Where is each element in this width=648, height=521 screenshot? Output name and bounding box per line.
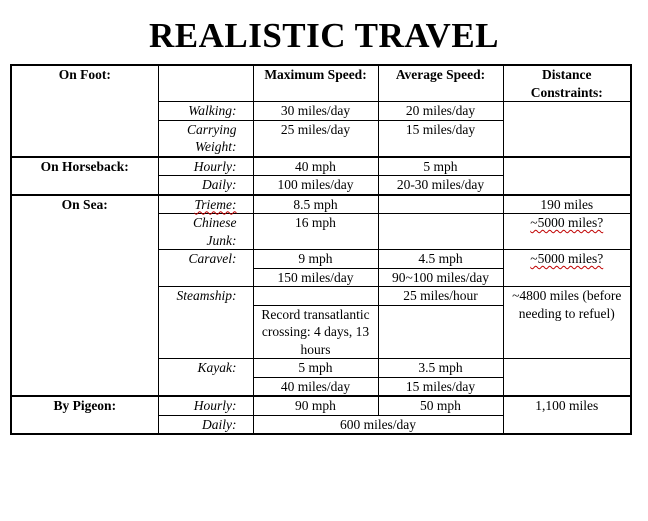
cell-steamship-record: Record transatlantic crossing: 4 days, 13 hours [253, 305, 378, 359]
cell-blank [11, 102, 158, 121]
cell-blank [503, 377, 631, 396]
cell-blank [253, 287, 378, 306]
cell-carrying-max: 25 miles/day [253, 120, 378, 157]
header-distance: Distance Constraints: [503, 65, 631, 102]
cell-blank [503, 120, 631, 157]
cell-pigeon-hourly-max: 90 mph [253, 396, 378, 415]
cell-trieme-max: 8.5 mph [253, 195, 378, 214]
row-label-trieme: Trieme: [158, 195, 253, 214]
header-blank [158, 65, 253, 102]
cell-blank [503, 415, 631, 434]
cell-pigeon-daily: 600 miles/day [253, 415, 503, 434]
row-label-walking: Walking: [158, 102, 253, 121]
row-label-carrying: Carrying Weight: [158, 120, 253, 157]
cell-walking-max: 30 miles/day [253, 102, 378, 121]
cell-kayak-avg-daily: 15 miles/day [378, 377, 503, 396]
header-max-speed: Maximum Speed: [253, 65, 378, 102]
category-on-foot: On Foot: [11, 65, 158, 102]
cell-junk-distance: ~5000 miles? [503, 214, 631, 250]
category-on-sea: On Sea: [11, 195, 158, 214]
cell-blank [11, 120, 158, 157]
cell-caravel-max-daily: 150 miles/day [253, 268, 378, 287]
cell-steamship-distance: ~4800 miles (before needing to refuel) [503, 287, 631, 359]
cell-horse-hourly-max: 40 mph [253, 157, 378, 176]
cell-blank [11, 268, 158, 287]
cell-junk-max: 16 mph [253, 214, 378, 250]
row-label-junk: Chinese Junk: [158, 214, 253, 250]
row-label-daily: Daily: [158, 176, 253, 195]
cell-pigeon-hourly-avg: 50 mph [378, 396, 503, 415]
cell-pigeon-distance: 1,100 miles [503, 396, 631, 415]
cell-blank [11, 377, 158, 396]
row-label-caravel: Caravel: [158, 250, 253, 269]
cell-blank [503, 176, 631, 195]
cell-caravel-distance: ~5000 miles? [503, 250, 631, 269]
cell-blank [11, 214, 158, 250]
cell-blank [503, 157, 631, 176]
cell-blank [378, 195, 503, 214]
row-label-daily: Daily: [158, 415, 253, 434]
cell-steamship-avg: 25 miles/hour [378, 287, 503, 306]
cell-blank [11, 359, 158, 378]
cell-caravel-max: 9 mph [253, 250, 378, 269]
cell-blank [158, 268, 253, 287]
cell-blank [11, 305, 158, 359]
cell-blank [378, 214, 503, 250]
cell-kayak-avg: 3.5 mph [378, 359, 503, 378]
row-label-steamship: Steamship: [158, 287, 253, 306]
cell-blank [11, 287, 158, 306]
row-label-hourly: Hourly: [158, 157, 253, 176]
header-avg-speed: Average Speed: [378, 65, 503, 102]
cell-blank [503, 102, 631, 121]
cell-blank [503, 359, 631, 378]
cell-blank [378, 305, 503, 359]
cell-caravel-avg-daily: 90~100 miles/day [378, 268, 503, 287]
cell-blank [503, 268, 631, 287]
row-label-hourly: Hourly: [158, 396, 253, 415]
cell-blank [11, 250, 158, 269]
cell-blank [158, 377, 253, 396]
cell-horse-daily-avg: 20-30 miles/day [378, 176, 503, 195]
cell-blank [11, 415, 158, 434]
travel-table [10, 64, 632, 435]
page-title: REALISTIC TRAVEL [148, 16, 500, 55]
cell-kayak-max: 5 mph [253, 359, 378, 378]
cell-trieme-distance: 190 miles [503, 195, 631, 214]
cell-blank [11, 176, 158, 195]
cell-blank [158, 305, 253, 359]
category-on-horseback: On Horseback: [11, 157, 158, 176]
cell-walking-avg: 20 miles/day [378, 102, 503, 121]
cell-caravel-avg: 4.5 mph [378, 250, 503, 269]
cell-horse-hourly-avg: 5 mph [378, 157, 503, 176]
cell-kayak-max-daily: 40 miles/day [253, 377, 378, 396]
cell-horse-daily-max: 100 miles/day [253, 176, 378, 195]
category-by-pigeon: By Pigeon: [11, 396, 158, 415]
row-label-kayak: Kayak: [158, 359, 253, 378]
cell-carrying-avg: 15 miles/day [378, 120, 503, 157]
